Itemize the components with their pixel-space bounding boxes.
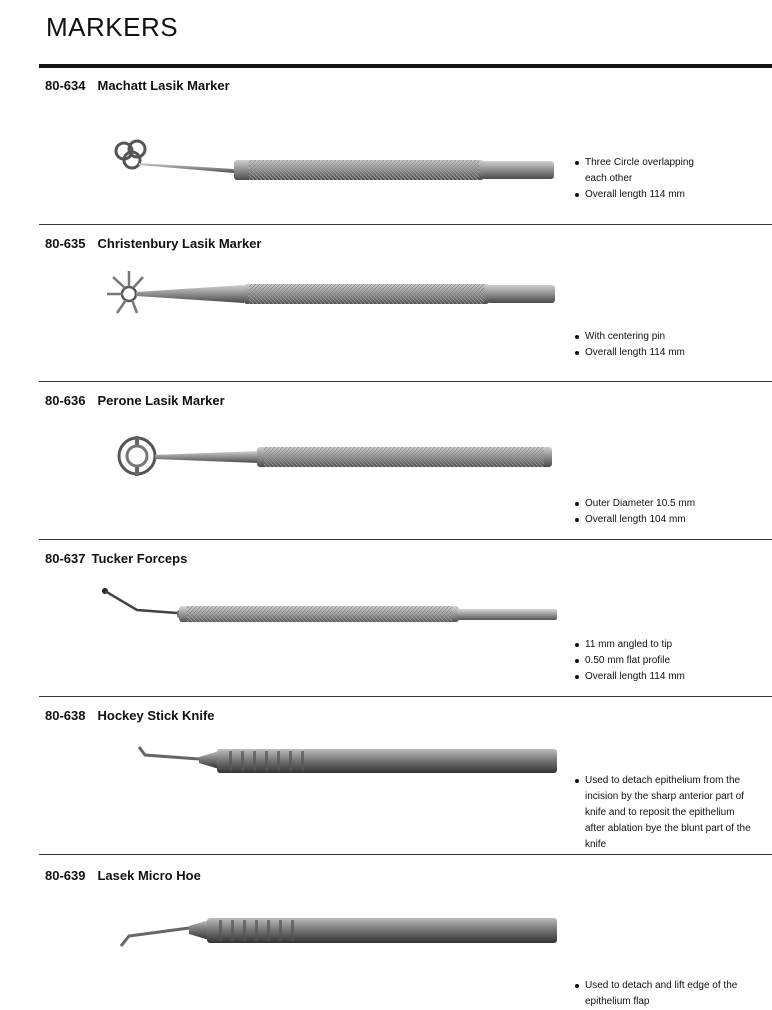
product-heading [45,708,215,723]
product-heading [45,393,225,408]
section-divider [39,696,772,697]
section-divider [39,381,772,382]
feature-list [574,155,772,203]
product-heading [45,78,230,93]
feature-item: Used to detach epithelium from the incision by the sharp anterior part of knife and to reposit the epithelium after ablation bye the blunt part of the knife [574,773,755,853]
product-section-80-636 [39,383,772,540]
product-code: 80-638 [45,708,86,723]
product-heading [45,236,262,251]
product-name: Machatt Lasik Marker [97,78,230,93]
section-divider [39,224,772,225]
feature-item: Three Circle overlapping each other [574,155,715,187]
feature-item: Used to detach and lift edge of the epithelium flap [574,978,755,1010]
feature-list [574,329,772,361]
product-heading [45,551,187,566]
hockey-stick-knife-image [99,733,569,803]
feature-item: Overall length 114 mm [574,669,772,685]
micro-hoe-image [99,906,569,976]
ring-marker-image [99,423,569,493]
feature-item: 0.50 mm flat profile [574,653,772,669]
feature-list [574,496,772,528]
product-code: 80-639 [45,868,86,883]
product-heading [45,868,201,883]
section-divider [39,539,772,540]
product-code: 80-637 [45,551,86,566]
product-code: 80-634 [45,78,86,93]
feature-list [574,773,772,853]
feature-list [574,637,772,685]
product-section-80-634 [39,68,772,225]
feature-item: With centering pin [574,329,772,345]
product-code: 80-635 [45,236,86,251]
section-divider [39,854,772,855]
product-name: Lasek Micro Hoe [97,868,201,883]
product-name: Christenbury Lasik Marker [97,236,262,251]
product-section-80-637 [39,541,772,697]
three-circle-marker-image [99,133,569,203]
feature-list [574,978,772,1010]
feature-item: Overall length 104 mm [574,512,772,528]
feature-item: Outer Diameter 10.5 mm [574,496,772,512]
product-section-80-639 [39,856,772,1007]
product-code: 80-636 [45,393,86,408]
page-title: MARKERS [46,12,179,42]
product-name: Tucker Forceps [91,551,188,566]
feature-item: 11 mm angled to tip [574,637,772,653]
feature-item: Overall length 114 mm [574,345,772,361]
product-section-80-635 [39,226,772,382]
angled-forceps-image [99,576,569,646]
product-name: Hockey Stick Knife [97,708,215,723]
cross-pin-marker-image [99,261,569,331]
product-name: Perone Lasik Marker [97,393,225,408]
product-section-80-638 [39,698,772,855]
feature-item: Overall length 114 mm [574,187,772,203]
